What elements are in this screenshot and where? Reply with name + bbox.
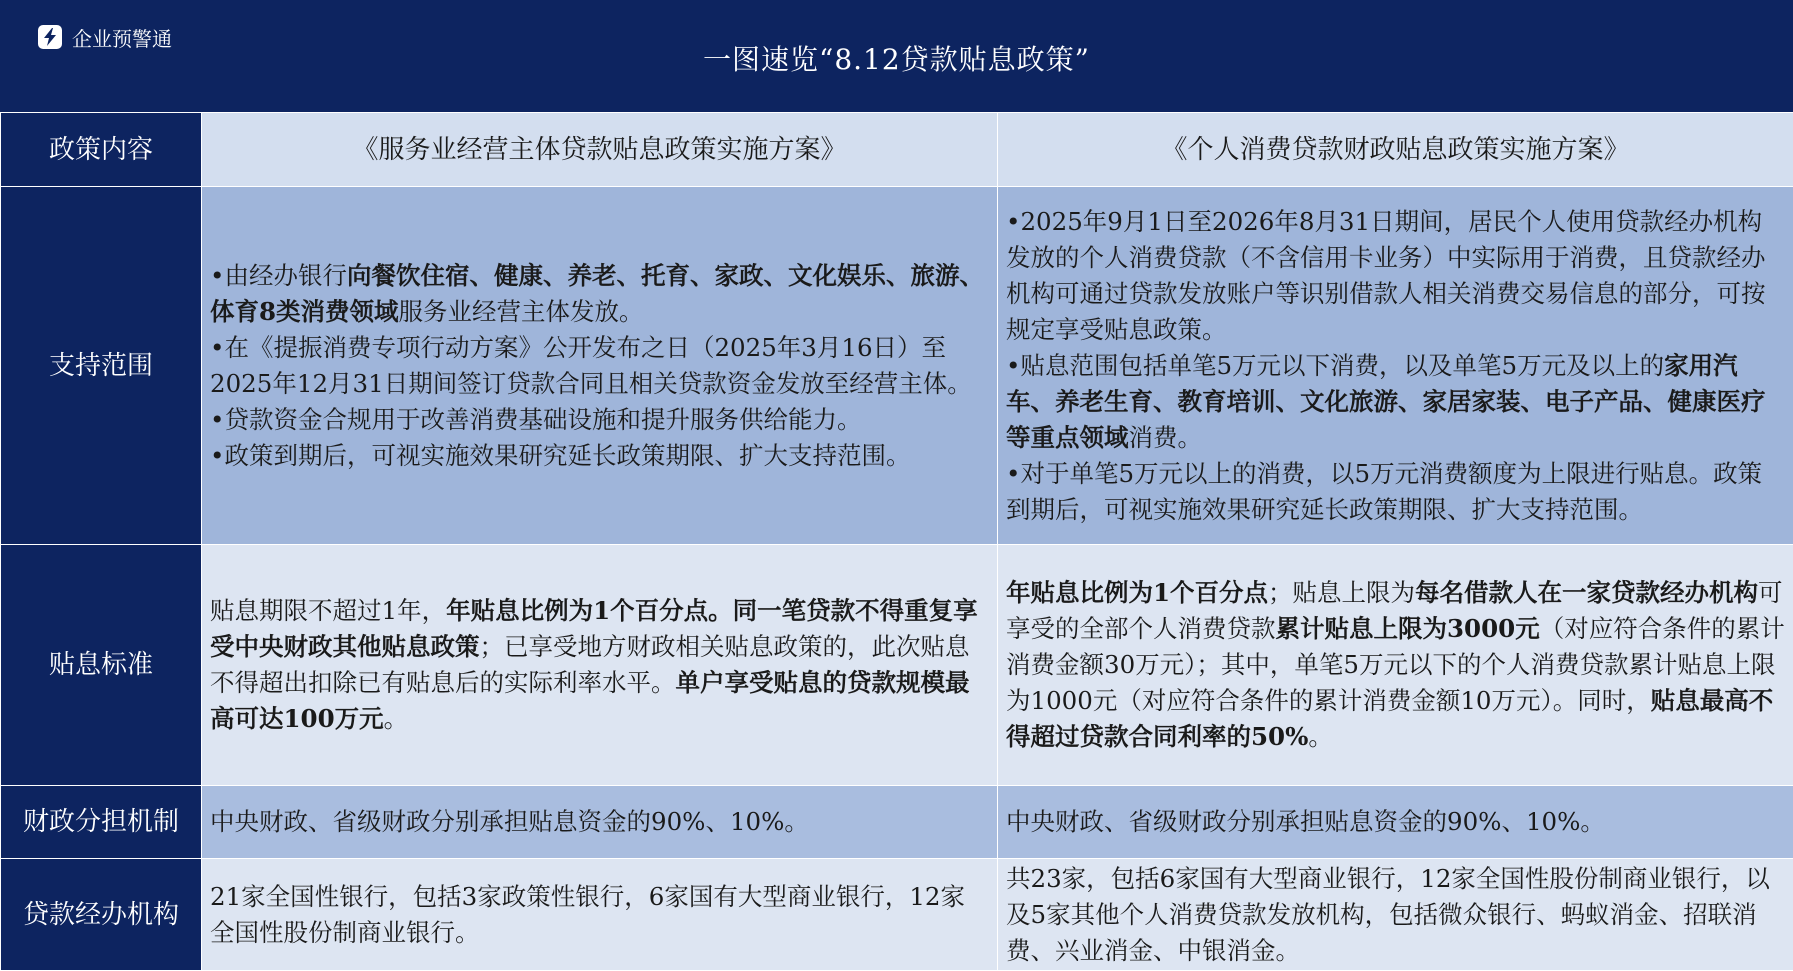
cell-standard-service: 贴息期限不超过1年，年贴息比例为1个百分点。同一笔贷款不得重复享受中央财政其他贴息政策；已享受地方财政相关贴息政策的，此次贴息不得超出扣除已有贴息后的实际利率水平。单户享受贴息的贷款规模最高可达100万元。 xyxy=(202,545,998,786)
policy-table xyxy=(0,112,1793,971)
column-header-service-plan: 《服务业经营主体贷款贴息政策实施方案》 xyxy=(202,113,998,187)
brand-name: 企业预警通 xyxy=(72,23,172,52)
row-label-policy-content: 政策内容 xyxy=(1,113,202,187)
scope-service-bullet-3: •贷款资金合规用于改善消费基础设施和提升服务供给能力。 xyxy=(210,402,989,438)
page-title: 一图速览“8.12贷款贴息政策” xyxy=(0,38,1793,78)
row-label-lending-institutions: 贷款经办机构 xyxy=(1,859,202,971)
scope-service-bullet-4: •政策到期后，可视实施效果研究延长政策期限、扩大支持范围。 xyxy=(210,438,989,474)
cell-institutions-service: 21家全国性银行，包括3家政策性银行，6家国有大型商业银行，12家全国性股份制商业银行。 xyxy=(202,859,998,971)
table-header-row xyxy=(1,113,1793,187)
table-row-fiscal-sharing xyxy=(1,786,1793,859)
cell-fiscal-service: 中央财政、省级财政分别承担贴息资金的90%、10%。 xyxy=(202,786,998,859)
column-header-consumer-plan: 《个人消费贷款财政贴息政策实施方案》 xyxy=(998,113,1793,187)
scope-service-bullet-2: •在《提振消费专项行动方案》公开发布之日（2025年3月16日）至2025年12月31日期间签订贷款合同且相关贷款资金发放至经营主体。 xyxy=(210,330,989,402)
header-banner xyxy=(0,0,1793,112)
scope-service-bullet-1: •由经办银行向餐饮住宿、健康、养老、托育、家政、文化娱乐、旅游、体育8类消费领域服务业经营主体发放。 xyxy=(210,258,989,330)
scope-consumer-bullet-1: •2025年9月1日至2026年8月31日期间，居民个人使用贷款经办机构发放的个人消费贷款（不含信用卡业务）中实际用于消费，且贷款经办机构可通过贷款发放账户等识别借款人相关消费交易信息的部分，可按规定享受贴息政策。 xyxy=(1006,204,1785,348)
table-row-subsidy-standard xyxy=(1,545,1793,786)
table-row-lending-institutions xyxy=(1,859,1793,971)
row-label-fiscal-sharing: 财政分担机制 xyxy=(1,786,202,859)
table-row-support-scope xyxy=(1,187,1793,545)
scope-consumer-bullet-3: •对于单笔5万元以上的消费，以5万元消费额度为上限进行贴息。政策到期后，可视实施效果研究延长政策期限、扩大支持范围。 xyxy=(1006,456,1785,528)
cell-standard-consumer: 年贴息比例为1个百分点；贴息上限为每名借款人在一家贷款经办机构可享受的全部个人消费贷款累计贴息上限为3000元（对应符合条件的累计消费金额30万元）；其中，单笔5万元以下的个人消费贷款累计贴息上限为1000元（对应符合条件的累计消费金额10万元）。同时，贴息最高不得超过贷款合同利率的50%。 xyxy=(998,545,1793,786)
cell-scope-service xyxy=(202,187,998,545)
scope-consumer-bullet-2: •贴息范围包括单笔5万元以下消费，以及单笔5万元及以上的家用汽车、养老生育、教育培训、文化旅游、家居家装、电子产品、健康医疗等重点领域消费。 xyxy=(1006,348,1785,456)
cell-scope-consumer xyxy=(998,187,1793,545)
cell-fiscal-consumer: 中央财政、省级财政分别承担贴息资金的90%、10%。 xyxy=(998,786,1793,859)
row-label-support-scope: 支持范围 xyxy=(1,187,202,545)
cell-institutions-consumer: 共23家，包括6家国有大型商业银行，12家全国性股份制商业银行，以及5家其他个人消费贷款发放机构，包括微众银行、蚂蚁消金、招联消费、兴业消金、中银消金。 xyxy=(998,859,1793,971)
row-label-subsidy-standard: 贴息标准 xyxy=(1,545,202,786)
